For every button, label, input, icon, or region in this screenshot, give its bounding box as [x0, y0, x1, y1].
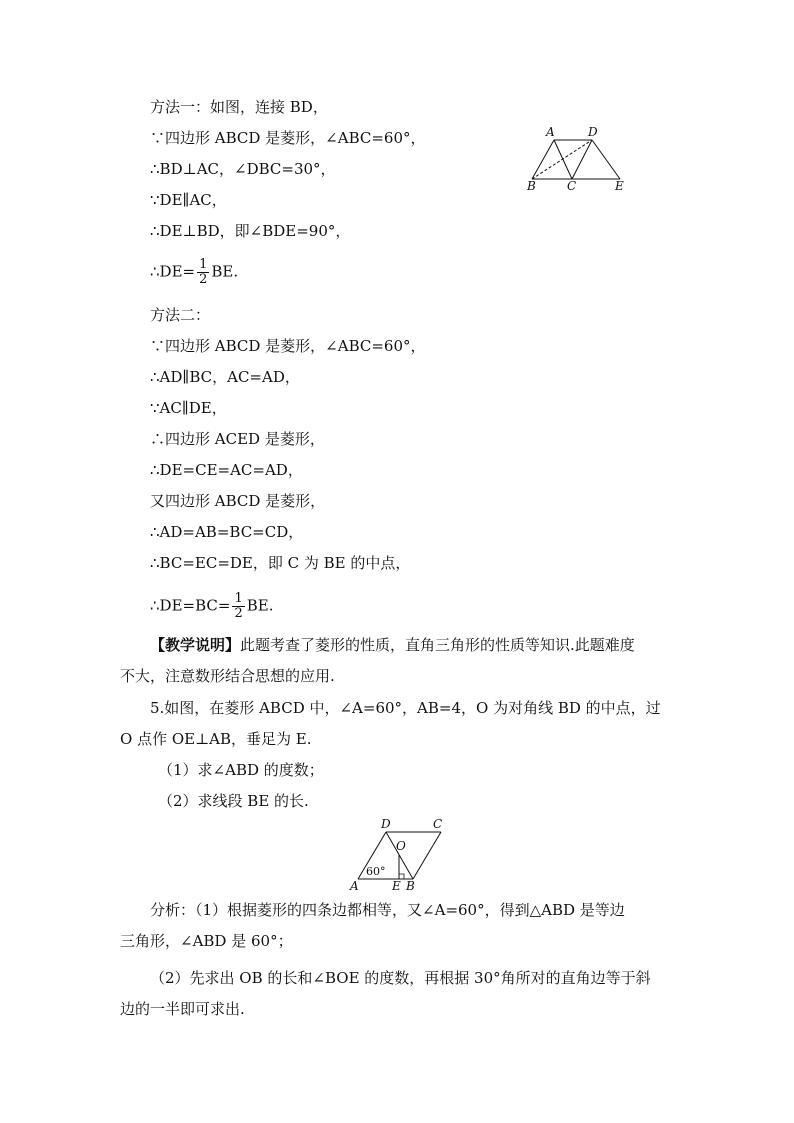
teaching-note-text: 此题考查了菱形的性质，直角三角形的性质等知识.此题难度 — [240, 636, 635, 654]
segment-bd-dashed — [532, 140, 592, 179]
method2-line3: ∵AC∥DE， — [150, 399, 227, 417]
label-a: A — [350, 879, 359, 893]
fraction-denominator: 2 — [199, 272, 208, 287]
problem5-line2: O 点作 OE⊥AB，垂足为 E. — [120, 730, 312, 748]
teaching-note-line2: 不大，注意数形结合思想的应用. — [120, 667, 335, 685]
figure-rhombus-abcd-e — [522, 124, 632, 192]
problem5-line1: 5.如图，在菱形 ABCD 中，∠A=60°，AB=4，O 为对角线 BD 的中点，过 — [150, 699, 661, 717]
method1-line3: ∵DE∥AC， — [150, 191, 227, 209]
figure-rhombus-abcd-oe — [345, 815, 450, 895]
method2-line8: ∴BC=EC=DE，即 C 为 BE 的中点， — [150, 554, 411, 572]
analysis-line2: 三角形，∠ABD 是 60°； — [120, 932, 293, 950]
label-angle-60: 60° — [366, 865, 386, 878]
segment-ab — [532, 140, 554, 179]
method2-line5: ∴DE=CE=AC=AD， — [150, 461, 303, 479]
segment-cd — [572, 140, 592, 179]
label-a: A — [546, 125, 555, 139]
method1-line2: ∴BD⊥AC，∠DBC=30°， — [150, 160, 336, 178]
fraction — [197, 258, 209, 287]
fraction — [232, 592, 244, 621]
label-d: D — [588, 125, 598, 139]
label-c: C — [433, 817, 443, 831]
problem5-question1: （1）求∠ABD 的度数； — [158, 761, 324, 779]
segment-ac — [554, 140, 572, 179]
teaching-note-tag: 【教学说明】 — [150, 636, 241, 654]
method1-line5-post: BE. — [211, 262, 239, 281]
label-b: B — [527, 179, 536, 192]
method2-line9 — [150, 592, 273, 621]
segment-bc — [413, 832, 441, 879]
label-d: D — [381, 817, 391, 831]
method1-line4: ∴DE⊥BD，即∠BDE=90°， — [150, 222, 351, 240]
teaching-note-line1 — [150, 635, 635, 655]
method1-line5 — [150, 258, 238, 287]
method2-line6: 又四边形 ABCD 是菱形， — [150, 492, 326, 510]
method2-line4: ∴四边形 ACED 是菱形， — [150, 430, 325, 448]
method2-line9-pre: ∴DE=BC= — [150, 596, 231, 615]
fraction-numerator: 1 — [199, 257, 208, 272]
label-b: B — [406, 879, 415, 893]
problem5-question2: （2）求线段 BE 的长. — [158, 792, 309, 810]
fraction-numerator: 1 — [234, 591, 243, 606]
analysis-line4: 边的一半即可求出. — [120, 1000, 245, 1018]
method1-heading: 方法一：如图，连接 BD， — [150, 98, 328, 116]
method2-line7: ∴AD=AB=BC=CD， — [150, 523, 304, 541]
label-e: E — [392, 879, 401, 893]
method2-heading: 方法二： — [150, 306, 211, 324]
method1-line5-pre: ∴DE= — [150, 262, 196, 281]
fraction-denominator: 2 — [234, 606, 243, 621]
method2-line2: ∴AD∥BC，AC=AD， — [150, 368, 300, 386]
label-c: C — [567, 179, 577, 192]
label-e: E — [615, 179, 624, 192]
segment-de — [592, 140, 620, 179]
label-o: O — [396, 839, 406, 853]
analysis-line3: （2）先求出 OB 的长和∠BOE 的度数，再根据 30°角所对的直角边等于斜 — [150, 969, 651, 987]
analysis-line1: 分析：（1）根据菱形的四条边都相等，又∠A=60°，得到△ABD 是等边 — [150, 901, 625, 919]
method1-line1: ∵四边形 ABCD 是菱形，∠ABC=60°， — [150, 129, 426, 147]
method2-line1: ∵四边形 ABCD 是菱形，∠ABC=60°， — [150, 337, 426, 355]
method2-line9-post: BE. — [246, 596, 274, 615]
